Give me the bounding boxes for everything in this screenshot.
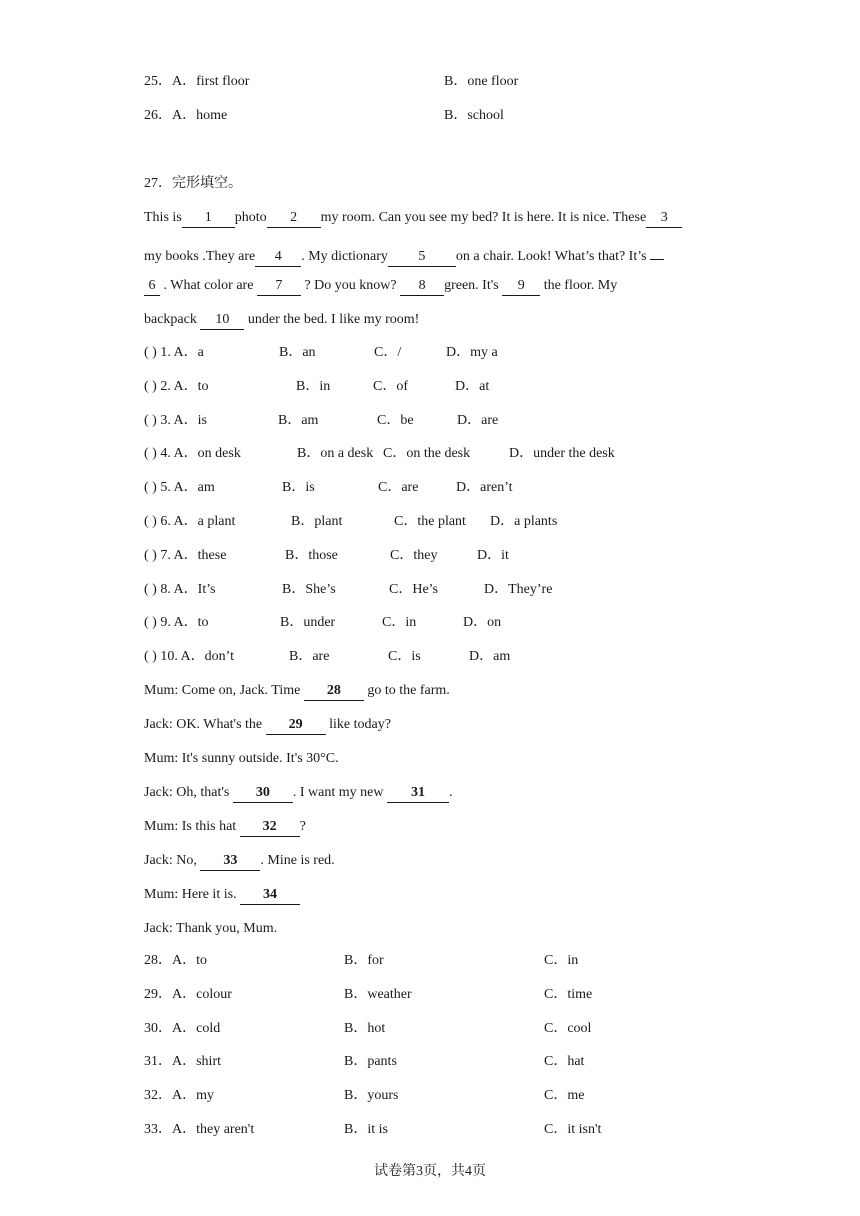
cloze-item	[144, 512, 644, 532]
question-26	[144, 106, 504, 126]
option-d: D．They’re	[484, 581, 553, 597]
passage-line-1: This is 1 photo 2 my room. Can you see my bed? It is here. It is nice. These 3	[144, 208, 682, 228]
page-footer: 试卷第3页，共4页	[374, 1164, 486, 1179]
mc-question	[144, 985, 744, 1005]
blank-8: 8	[400, 278, 444, 296]
cloze-item	[144, 377, 644, 397]
option-d: D．on	[463, 615, 502, 631]
passage-line-2: my books .They are 4 . My dictionary 5 on a chair. Look! What’s that? It’s	[144, 242, 664, 262]
dialogue-line-7: Mum: Here it is. 34	[144, 885, 300, 905]
option-b: B．for	[344, 953, 384, 968]
dialogue-line-5: Mum: Is this hat 32 ?	[144, 817, 306, 837]
question-27-title: 27．完形填空。	[144, 176, 242, 191]
dialogue-line-2: Jack: OK. What's the 29 like today?	[144, 715, 391, 735]
option-a: 30．A．cold	[144, 1020, 221, 1036]
dialogue-line-6: Jack: No, 33 . Mine is red.	[144, 851, 335, 871]
blank-30: 30	[233, 785, 293, 803]
option-d: D．at	[455, 378, 490, 394]
option-c: C．of	[373, 378, 408, 394]
cloze-item	[144, 580, 644, 600]
option-b: B．plant	[291, 514, 343, 529]
cloze-item	[144, 478, 644, 498]
item-number-option-a: ( ) 3. A．is	[144, 412, 207, 428]
option-b: B．on a desk	[297, 446, 374, 462]
blank-6-start	[650, 242, 664, 260]
option-b: B．in	[296, 378, 331, 394]
blank-10: 10	[200, 312, 244, 330]
blank-9: 9	[502, 278, 540, 296]
option-c: C．are	[378, 480, 419, 496]
option-c: C．it isn't	[544, 1122, 602, 1137]
item-number-option-a: ( ) 1. A．a	[144, 345, 204, 360]
cloze-item	[144, 647, 644, 667]
option-b: B．it is	[344, 1122, 388, 1137]
option-b: B．one floor	[444, 74, 519, 89]
option-b: B．am	[278, 412, 319, 428]
mc-question	[144, 951, 744, 971]
option-c: C．me	[544, 1088, 585, 1104]
blank-32: 32	[240, 819, 300, 837]
blank-7: 7	[257, 278, 301, 296]
dialogue-line-3: Mum: It's sunny outside. It's 30°C.	[144, 751, 339, 766]
option-d: D．am	[469, 649, 511, 665]
blank-2: 2	[267, 210, 321, 228]
cloze-item	[144, 546, 644, 566]
option-b: B．school	[444, 108, 504, 123]
option-b: B．hot	[344, 1020, 386, 1036]
option-b: B．is	[282, 480, 315, 496]
option-d: D．it	[477, 547, 509, 563]
mc-question	[144, 1120, 744, 1140]
cloze-item	[144, 411, 644, 431]
blank-33: 33	[200, 853, 260, 871]
item-number-option-a: ( ) 4. A．on desk	[144, 446, 241, 462]
item-number-option-a: ( ) 6. A．a plant	[144, 514, 236, 529]
option-c: C．cool	[544, 1020, 592, 1036]
blank-29: 29	[266, 717, 326, 735]
item-number-option-a: ( ) 2. A．to	[144, 378, 209, 394]
dialogue-line-8: Jack: Thank you, Mum.	[144, 921, 278, 936]
blank-31: 31	[387, 785, 449, 803]
blank-5: 5	[388, 249, 456, 267]
item-number-option-a: ( ) 7. A．these	[144, 547, 227, 563]
option-b: B．weather	[344, 986, 412, 1002]
blank-34: 34	[240, 887, 300, 905]
option-d: D．under the desk	[509, 446, 615, 462]
blank-28: 28	[304, 683, 364, 701]
mc-question	[144, 1019, 744, 1039]
mc-question	[144, 1086, 744, 1106]
option-a: 29．A．colour	[144, 986, 232, 1002]
option-b: B．She’s	[282, 581, 336, 597]
dialogue-line-1: Mum: Come on, Jack. Time 28 go to the farm.	[144, 681, 450, 701]
option-c: C．hat	[544, 1054, 585, 1070]
option-a: 28．A．to	[144, 953, 207, 968]
option-b: B．those	[285, 547, 338, 563]
blank-6: 6	[144, 278, 160, 296]
option-c: C．they	[390, 547, 438, 563]
option-b: B．under	[280, 615, 336, 631]
passage-line-4: backpack 10 under the bed. I like my room!	[144, 310, 419, 330]
option-a: 25．A．first floor	[144, 74, 250, 89]
option-b: B．pants	[344, 1054, 397, 1070]
option-a: 26．A．home	[144, 108, 228, 123]
option-b: B．an	[279, 345, 316, 360]
option-b: B．yours	[344, 1088, 399, 1104]
option-c: C．on the desk	[383, 446, 471, 462]
item-number-option-a: ( ) 9. A．to	[144, 615, 209, 631]
item-number-option-a: ( ) 8. A．It’s	[144, 581, 216, 597]
cloze-item	[144, 613, 644, 633]
item-number-option-a: ( ) 10. A．don’t	[144, 649, 234, 665]
blank-3: 3	[646, 210, 682, 228]
option-c: C．in	[382, 615, 417, 631]
option-c: C．be	[377, 412, 414, 428]
option-c: C．He’s	[389, 581, 438, 597]
cloze-item	[144, 343, 644, 363]
option-c: C．time	[544, 986, 593, 1002]
option-c: C．is	[388, 649, 421, 665]
option-a: 31．A．shirt	[144, 1054, 221, 1070]
item-number-option-a: ( ) 5. A．am	[144, 480, 215, 496]
dialogue-line-4: Jack: Oh, that's 30 . I want my new 31 .	[144, 783, 452, 803]
blank-1: 1	[182, 210, 235, 228]
option-a: 32．A．my	[144, 1088, 214, 1104]
passage-line-3: 6 . What color are 7 ? Do you know? 8 green. It's 9 the floor. My	[144, 276, 617, 296]
option-b: B．are	[289, 649, 330, 665]
blank-4: 4	[255, 249, 301, 267]
mc-question	[144, 1052, 744, 1072]
option-c: C．the plant	[394, 514, 466, 529]
option-d: D．are	[457, 412, 499, 428]
option-c: C．/	[374, 345, 402, 360]
option-d: D．a plants	[490, 514, 558, 529]
cloze-item	[144, 444, 644, 464]
option-d: D．aren’t	[456, 480, 513, 496]
option-a: 33．A．they aren't	[144, 1122, 255, 1137]
option-d: D．my a	[446, 345, 498, 360]
question-25	[144, 72, 519, 92]
option-c: C．in	[544, 953, 579, 968]
